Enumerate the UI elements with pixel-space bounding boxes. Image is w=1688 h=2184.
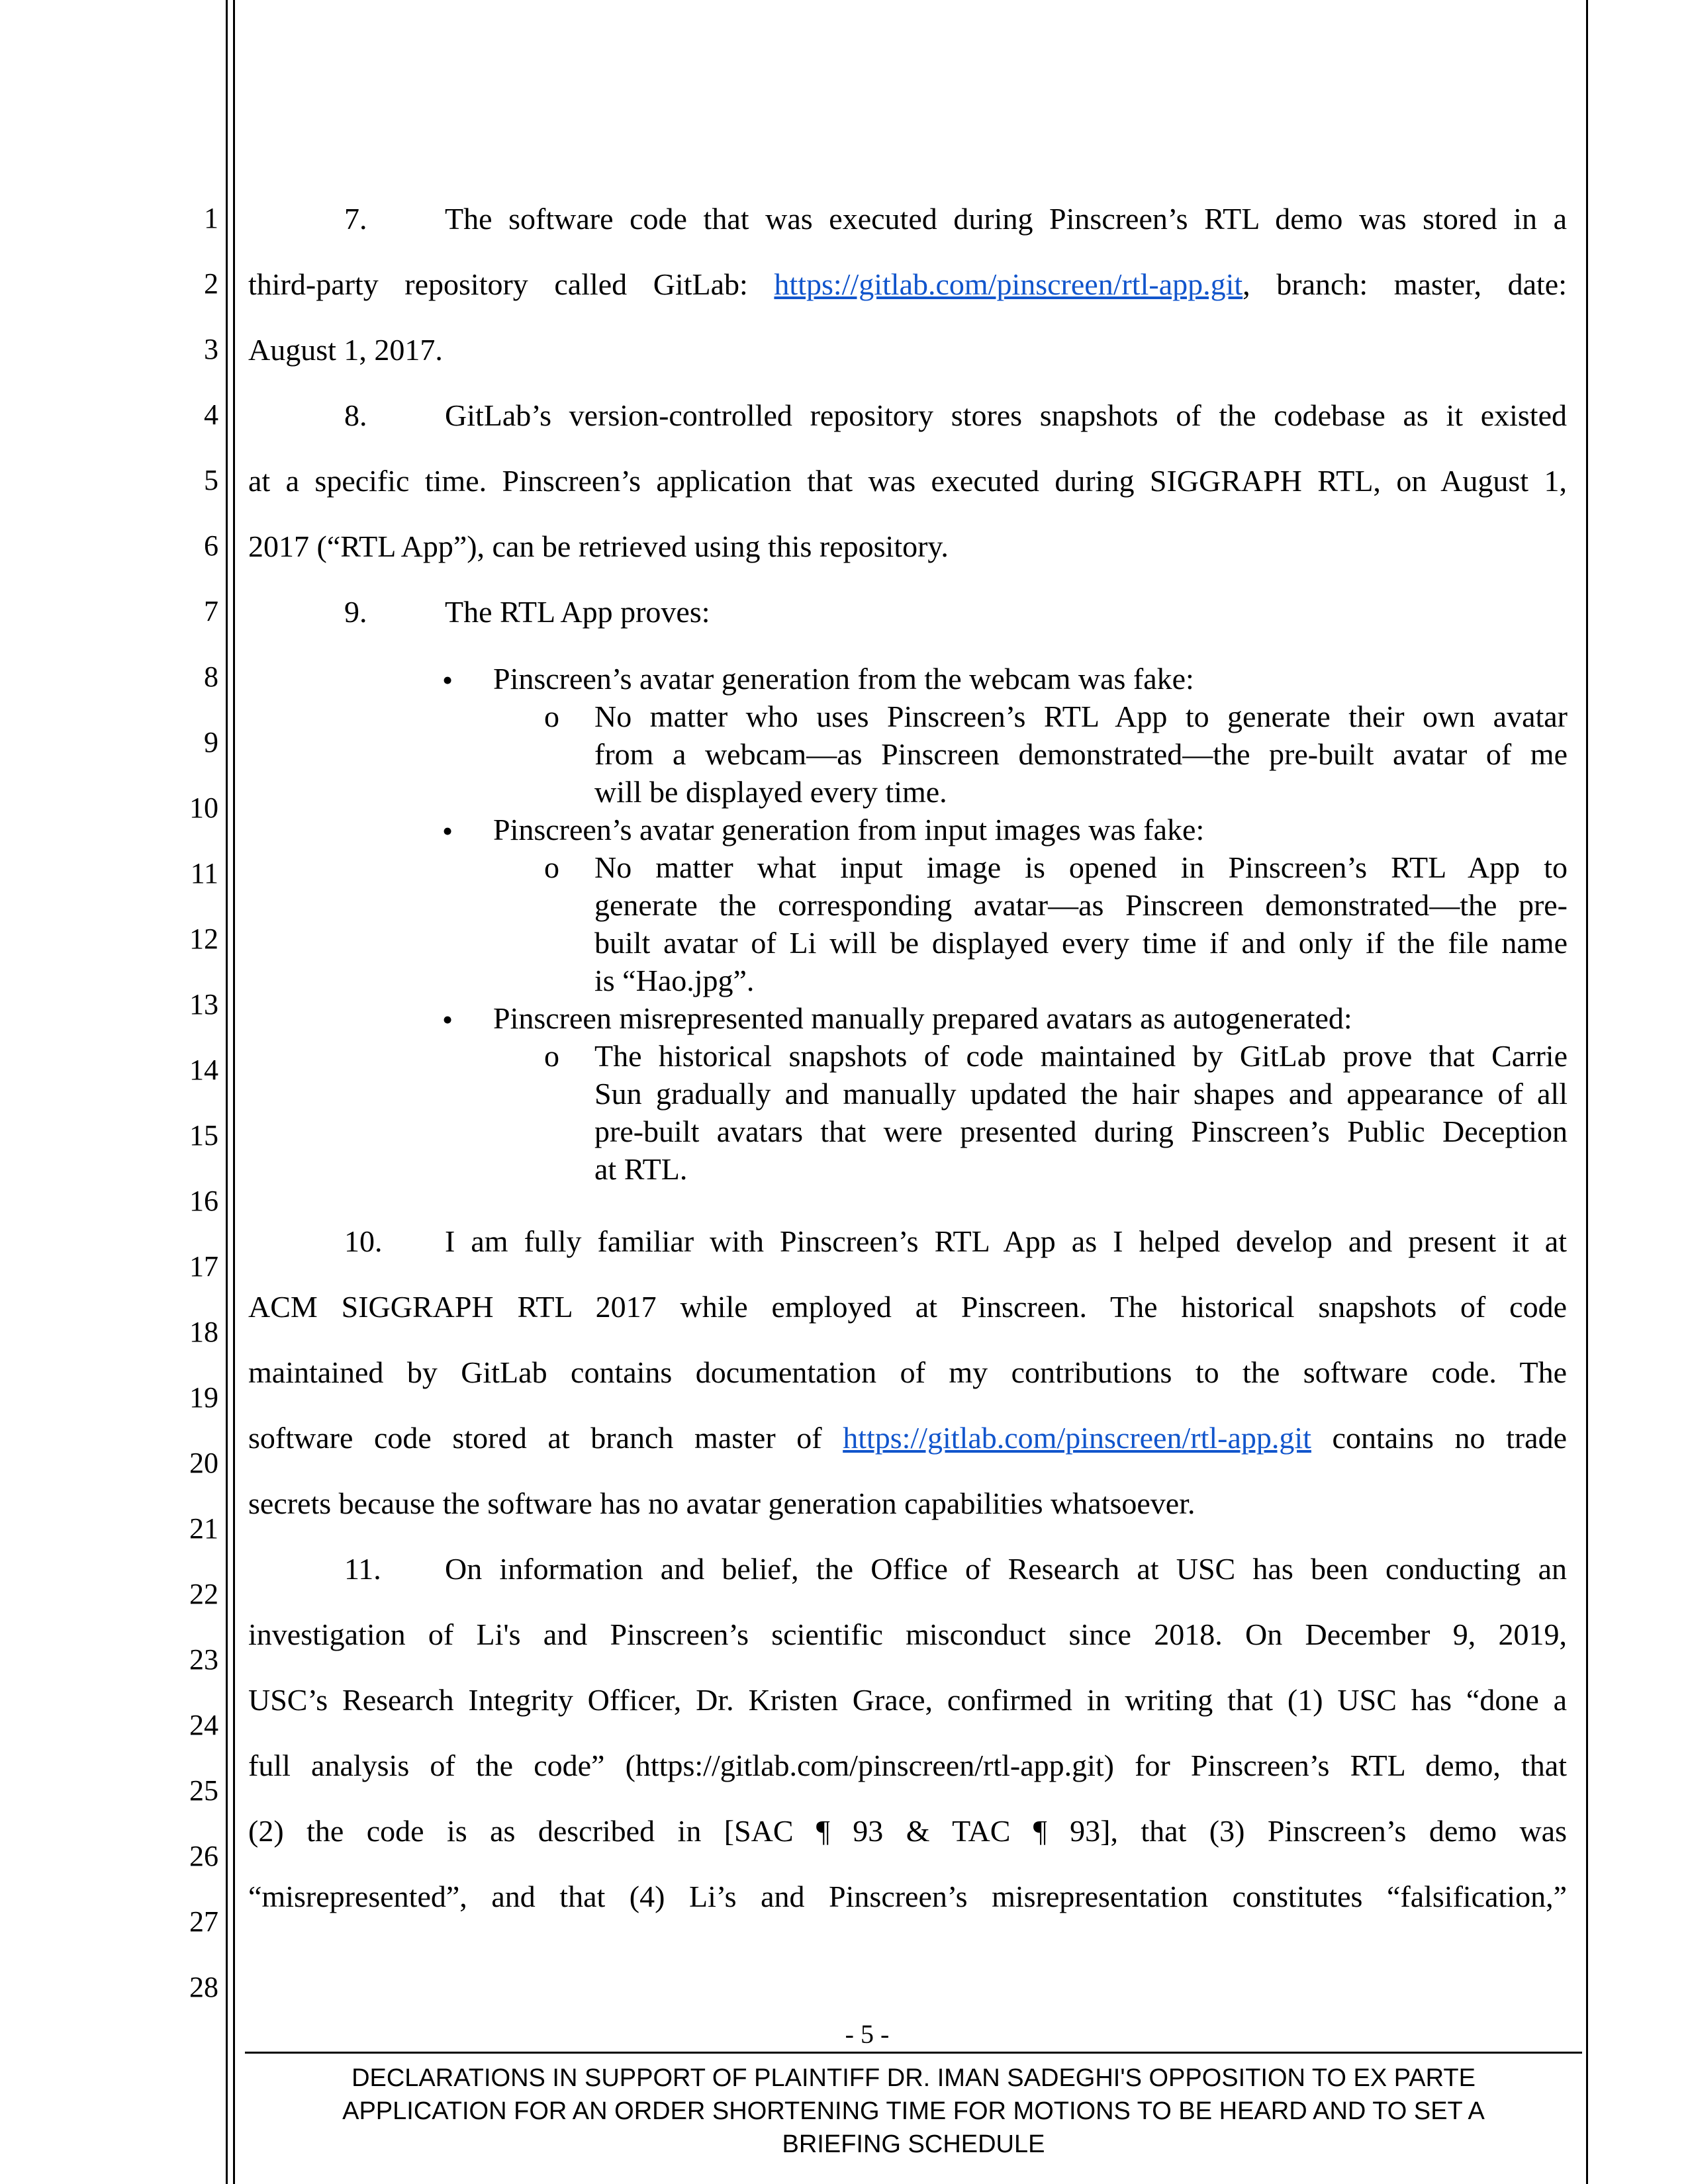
bullet-item: Pinscreen’s avatar generation from the webcam was fake: [493, 662, 1194, 696]
line-number: 24 [189, 1709, 218, 1741]
line-number: 23 [189, 1643, 218, 1676]
line-number: 27 [189, 1905, 218, 1938]
paragraph-number: 7. [344, 202, 367, 236]
line-number: 9 [204, 726, 218, 758]
paragraph-line: investigation of Li's and Pinscreen’s scientific misconduct since 2018. On December 9, 2019, [248, 1617, 1567, 1651]
paragraph-line: at a specific time. Pinscreen’s application that was executed during SIGGRAPH RTL, on August 1, [248, 464, 1567, 498]
line-number: 15 [189, 1119, 218, 1152]
text-span: , branch: master, date: [1243, 267, 1567, 301]
gitlab-repo-link[interactable]: https://gitlab.com/pinscreen/rtl-app.git [774, 267, 1243, 301]
line-number: 26 [189, 1840, 218, 1872]
line-number: 25 [189, 1774, 218, 1807]
line-number: 20 [189, 1447, 218, 1479]
sub-bullet-line: Sun gradually and manually updated the hair shapes and appearance of all [594, 1077, 1568, 1111]
paragraph-number: 9. [344, 595, 367, 629]
line-number: 11 [190, 857, 218, 889]
paragraph-line: (2) the code is as described in [SAC ¶ 93 & TAC ¶ 93], that (3) Pinscreen’s demo was [248, 1814, 1567, 1848]
paragraph-line: USC’s Research Integrity Officer, Dr. Kristen Grace, confirmed in writing that (1) USC has “done a [248, 1683, 1567, 1717]
line-number: 6 [204, 529, 218, 562]
sub-bullet-line: built avatar of Li will be displayed every time if and only if the file name [594, 926, 1568, 960]
sub-bullet-marker: o [544, 1039, 559, 1073]
bullet-marker: • [442, 1003, 453, 1036]
line-number: 1 [204, 202, 218, 234]
line-number: 18 [189, 1316, 218, 1348]
paragraph-line: maintained by GitLab contains documentation of my contributions to the software code. The [248, 1355, 1567, 1389]
line-number: 16 [189, 1185, 218, 1217]
footer-line: BRIEFING SCHEDULE [782, 2130, 1045, 2158]
sub-bullet-line: is “Hao.jpg”. [594, 964, 755, 997]
line-number: 28 [189, 1971, 218, 2003]
line-number: 13 [189, 988, 218, 1021]
footer-line: APPLICATION FOR AN ORDER SHORTENING TIME FOR MOTIONS TO BE HEARD AND TO SET A [342, 2097, 1485, 2125]
paragraph-line: GitLab’s version-controlled repository stores snapshots of the codebase as it existed [445, 398, 1567, 432]
sub-bullet-line: at RTL. [594, 1152, 688, 1186]
paragraph-number: 11. [344, 1552, 381, 1586]
sub-bullet-line: generate the corresponding avatar—as Pinscreen demonstrated—the pre- [594, 888, 1568, 922]
paragraph-line: I am fully familiar with Pinscreen’s RTL App as I helped develop and present it at [445, 1224, 1567, 1258]
paragraph-line: ACM SIGGRAPH RTL 2017 while employed at Pinscreen. The historical snapshots of code [248, 1290, 1567, 1324]
text-span: software code stored at branch master of [248, 1421, 843, 1455]
paragraph-line: “misrepresented”, and that (4) Li’s and Pinscreen’s misrepresentation constitutes “falsification,” [248, 1880, 1567, 1913]
page-number: - 5 - [845, 2019, 890, 2049]
paragraph-line [248, 1423, 1567, 1453]
bullet-marker: • [442, 663, 453, 697]
right-margin-rule [1586, 0, 1588, 2184]
sub-bullet-line: will be displayed every time. [594, 775, 947, 809]
line-number: 10 [189, 792, 218, 824]
bullet-item: Pinscreen misrepresented manually prepared avatars as autogenerated: [493, 1001, 1352, 1035]
sub-bullet-marker: o [544, 850, 559, 884]
left-margin-rule-inner [233, 0, 235, 2184]
line-number: 2 [204, 267, 218, 300]
line-number: 19 [189, 1381, 218, 1414]
paragraph-line [248, 269, 1567, 300]
line-number: 7 [204, 595, 218, 627]
sub-bullet-marker: o [544, 700, 559, 733]
paragraph-line: The RTL App proves: [445, 595, 710, 629]
footer-divider [245, 2052, 1582, 2054]
paragraph-line: August 1, 2017. [248, 333, 443, 367]
paragraph-line: secrets because the software has no avatar generation capabilities whatsoever. [248, 1486, 1196, 1520]
sub-bullet-line: No matter who uses Pinscreen’s RTL App to generate their own avatar [594, 700, 1568, 733]
line-number: 21 [189, 1512, 218, 1545]
line-number: 22 [189, 1578, 218, 1610]
line-number: 17 [189, 1250, 218, 1283]
line-number: 4 [204, 398, 218, 431]
paragraph-line: 2017 (“RTL App”), can be retrieved using this repository. [248, 529, 949, 563]
paragraph-line: The software code that was executed during Pinscreen’s RTL demo was stored in a [445, 202, 1567, 236]
sub-bullet-line: The historical snapshots of code maintained by GitLab prove that Carrie [594, 1039, 1568, 1073]
document-footer-title [278, 2062, 1549, 2161]
footer-line: DECLARATIONS IN SUPPORT OF PLAINTIFF DR. IMAN SADEGHI'S OPPOSITION TO EX PARTE [352, 2064, 1476, 2092]
line-number: 12 [189, 923, 218, 955]
bullet-marker: • [442, 814, 453, 848]
left-margin-rule-outer [226, 0, 228, 2184]
line-number: 3 [204, 333, 218, 365]
text-span: third-party repository called GitLab: [248, 267, 774, 301]
text-span: contains no trade [1311, 1421, 1567, 1455]
line-number: 8 [204, 660, 218, 693]
sub-bullet-line: pre-built avatars that were presented during Pinscreen’s Public Deception [594, 1115, 1568, 1148]
paragraph-line: full analysis of the code” (https://gitlab.com/pinscreen/rtl-app.git) for Pinscreen’s RTL demo, that [248, 1749, 1567, 1782]
bullet-item: Pinscreen’s avatar generation from input images was fake: [493, 813, 1205, 846]
paragraph-number: 10. [344, 1224, 383, 1258]
paragraph-number: 8. [344, 398, 367, 432]
sub-bullet-line: from a webcam—as Pinscreen demonstrated—the pre-built avatar of me [594, 737, 1568, 771]
line-number: 14 [189, 1054, 218, 1086]
paragraph-line: On information and belief, the Office of Research at USC has been conducting an [445, 1552, 1567, 1586]
line-number: 5 [204, 464, 218, 496]
gitlab-repo-link[interactable]: https://gitlab.com/pinscreen/rtl-app.git [843, 1421, 1311, 1455]
sub-bullet-line: No matter what input image is opened in Pinscreen’s RTL App to [594, 850, 1568, 884]
